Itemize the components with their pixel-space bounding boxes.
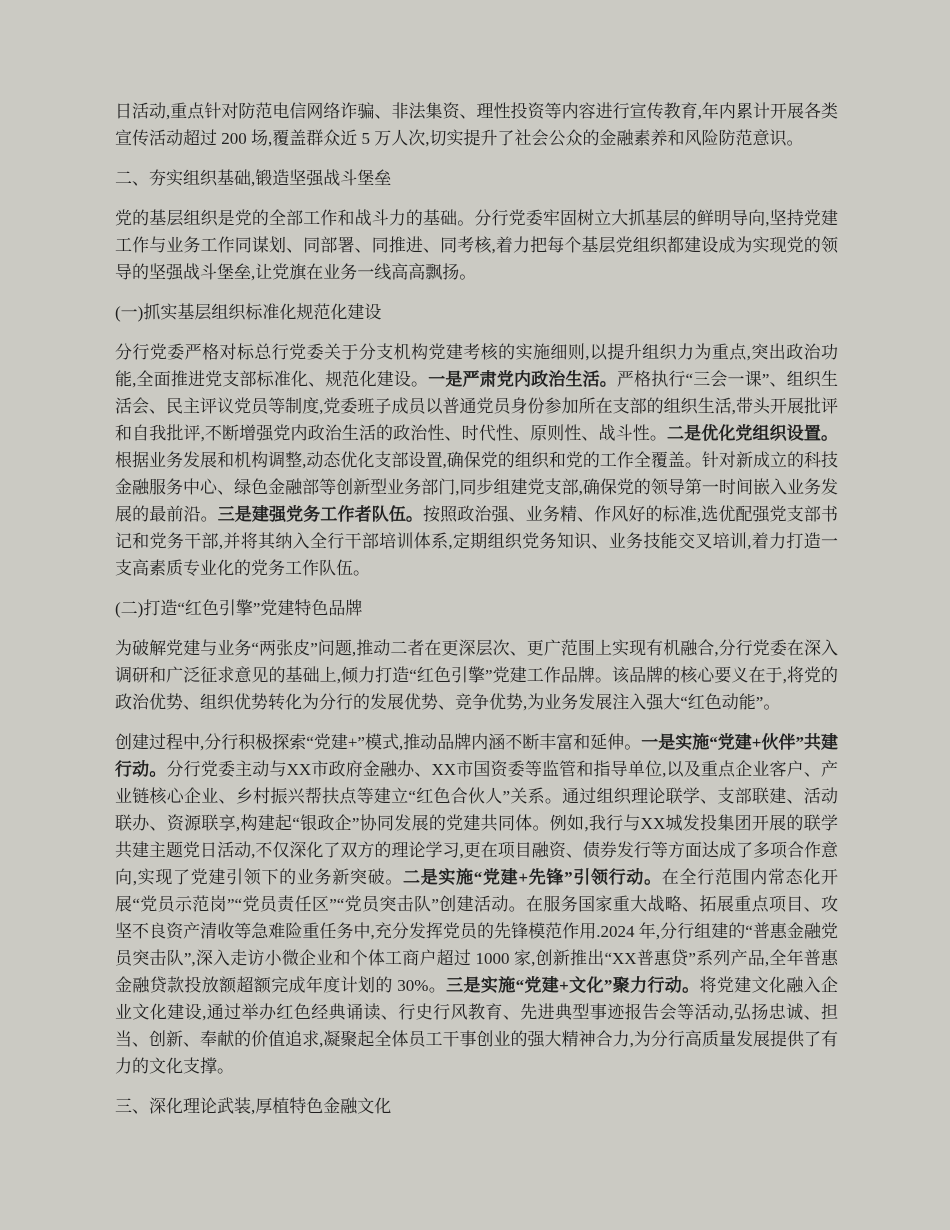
emphasis-run: 一是实施“党建+伙伴”共建行动。 xyxy=(115,733,839,779)
text-run: 分行党委主动与XX市政府金融办、XX市国资委等监管和指导单位,以及重点企业客户、产业链核心企业、乡村振兴帮扶点等建立“红色合伙人”关系。通过组织理论联学、支部联建、活动联办、资源联享,构建起“银政企”协同发展的党建共同体。例如,我行与XX城发投集团开展的联学共建主题党日活动,不仅深化了双方的理论学习,更在项目融资、债券发行等方面达成了多项合作意向,实现了党建引领下的业务新突破。 xyxy=(115,760,839,887)
text-run: 根据业务发展和机构调整,动态优化支部设置,确保党的组织和党的工作全覆盖。针对新成立的科技金融服务中心、绿色金融部等创新型业务部门,同步组建党支部,确保党的领导第一时间嵌入业务发展的最前沿。 xyxy=(115,451,838,524)
text-run: 在全行范围内常态化开展“党员示范岗”“党员责任区”“党员突击队”创建活动。在服务国家重大战略、拓展重点项目、攻坚不良资产清收等急难险重任务中,充分发挥党员的先锋模范作用.2024 年,分行组建的“普惠金融党员突击队”,深入走访小微企业和个体工商户超过 1000 家,创新推出“XX普惠贷”系列产品,全年普惠金融贷款投放额超额完成年度计划的 30%。 xyxy=(115,868,839,995)
paragraph xyxy=(115,729,838,1080)
section-heading xyxy=(115,299,838,326)
section-heading xyxy=(115,165,838,192)
section-heading xyxy=(115,1093,838,1120)
text-run: 三、深化理论武装,厚植特色金融文化 xyxy=(115,1097,392,1116)
emphasis-run: 三是实施“党建+文化”聚力行动。 xyxy=(446,976,700,995)
text-run: (一)抓实基层组织标准化规范化建设 xyxy=(115,303,382,322)
emphasis-run: 一是严肃党内政治生活。 xyxy=(428,370,617,389)
text-run: 严格执行“三会一课”、组织生活会、民主评议党员等制度,党委班子成员以普通党员身份参加所在支部的组织生活,带头开展批评和自我批评,不断增强党内政治生活的政治性、时代性、原则性、战斗性。 xyxy=(115,370,839,443)
paragraph xyxy=(115,635,838,716)
emphasis-run: 二是实施“党建+先锋”引领行动。 xyxy=(403,868,662,887)
emphasis-run: 二是优化党组织设置。 xyxy=(666,424,839,443)
paragraph xyxy=(115,205,838,286)
text-run: 将党建文化融入企业文化建设,通过举办红色经典诵读、行史行风教育、先进典型事迹报告会等活动,弘扬忠诚、担当、创新、奉献的价值追求,凝聚起全体员工干事创业的强大精神合力,为分行高质量发展提供了有力的文化支撑。 xyxy=(115,976,838,1076)
text-run: 分行党委严格对标总行党委关于分支机构党建考核的实施细则,以提升组织力为重点,突出政治功能,全面推进党支部标准化、规范化建设。 xyxy=(115,343,838,389)
section-heading xyxy=(115,595,838,622)
text-run: 二、夯实组织基础,锻造坚强战斗堡垒 xyxy=(115,169,392,188)
text-run: (二)打造“红色引擎”党建特色品牌 xyxy=(115,599,363,618)
paragraph xyxy=(115,339,838,582)
text-run: 日活动,重点针对防范电信网络诈骗、非法集资、理性投资等内容进行宣传教育,年内累计开展各类宣传活动超过 200 场,覆盖群众近 5 万人次,切实提升了社会公众的金融素养和风险防范意识。 xyxy=(115,102,838,148)
emphasis-run: 三是建强党务工作者队伍。 xyxy=(217,505,424,524)
paragraph xyxy=(115,98,838,152)
text-run: 为破解党建与业务“两张皮”问题,推动二者在更深层次、更广范围上实现有机融合,分行党委在深入调研和广泛征求意见的基础上,倾力打造“红色引擎”党建工作品牌。该品牌的核心要义在于,将党的政治优势、组织优势转化为分行的发展优势、竞争优势,为业务发展注入强大“红色动能”。 xyxy=(115,639,838,712)
text-run: 创建过程中,分行积极探索“党建+”模式,推动品牌内涵不断丰富和延伸。 xyxy=(115,733,642,752)
text-run: 按照政治强、业务精、作风好的标准,选优配强党支部书记和党务干部,并将其纳入全行干部培训体系,定期组织党务知识、业务技能交叉培训,着力打造一支高素质专业化的党务工作队伍。 xyxy=(115,505,839,578)
text-run: 党的基层组织是党的全部工作和战斗力的基础。分行党委牢固树立大抓基层的鲜明导向,坚持党建工作与业务工作同谋划、同部署、同推进、同考核,着力把每个基层党组织都建设成为实现党的领导的坚强战斗堡垒,让党旗在业务一线高高飘扬。 xyxy=(115,209,838,282)
